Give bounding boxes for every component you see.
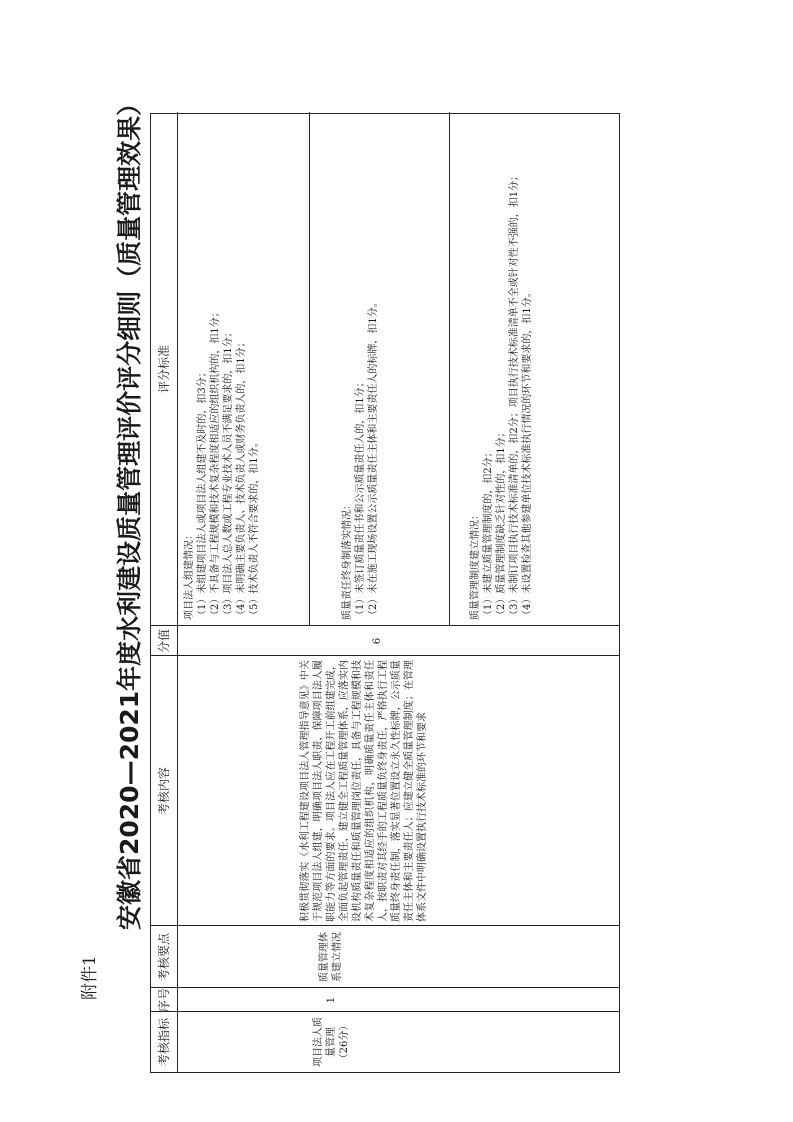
criteria-item: （2）质量管理制度缺乏针对性的，扣1分； <box>496 427 507 620</box>
criteria-item: （2）不具备与工程规模和技术复杂程度相适应的组织机构的，扣1分； <box>210 307 221 620</box>
header-seq: 序号 <box>157 987 171 1012</box>
criteria-group <box>469 116 534 620</box>
score-cell: 6 <box>371 637 383 645</box>
column-divider <box>151 925 619 926</box>
criteria-item: （2）未在施工现场设置公示质量责任主体和主要责任人的标牌，扣1分。 <box>368 297 379 620</box>
attachment-label: 附件1 <box>80 955 100 1000</box>
criteria-group <box>183 116 261 620</box>
header-divider <box>177 112 178 1072</box>
column-divider <box>151 987 619 988</box>
criteria-item: （1）未签订质量责任书和公示质量责任人的，扣1分； <box>355 377 366 620</box>
criteria-group <box>341 116 380 620</box>
criteria-heading: 质量管理制度建立情况： <box>470 510 481 620</box>
header-point: 考核要点 <box>157 933 171 982</box>
header-criteria: 评分标准 <box>157 345 171 394</box>
indicator-cell: 项目法人质量管理（26分） <box>312 1017 350 1067</box>
criteria-item: （4）未设置检查其他参建单位技术标准执行情况的环节和要求的，扣1分。 <box>522 287 533 620</box>
criteria-divider <box>449 112 450 626</box>
criteria-item: （4）未明确主要负责人、技术负责人或财务负责人的，扣1分； <box>236 337 247 620</box>
scoring-table <box>150 113 620 1073</box>
content-cell: 积极贯彻落实《水利工程建设项目法人管理指导意见》中关于规范项目法人组建，明确项目法人职责，保障项目法人履职能力等方面的要求。项目法人应在工程开工前组建完成，全面负起管理责任，建立健全工程质量管理体系，应落实内设机构质量责任和质量管理岗位责任，具备与工程规模和技术复杂程度相适应的组织机构，明确质量责任主体和责任人，按职责对其经手的工程质量负终身责任，严格执行工程质量终身责任制，落实显著位置设立永久性标牌，公示质量责任主体和主要责任人；应建立健全质量管理制度；在管理体系文件中明确设置执行技术标准的环节和要求 <box>300 660 428 922</box>
criteria-item: （3）未制订项目执行技术标准清单的，扣2分；项目执行技术标准清单不全或针对性不强的，扣1分； <box>509 170 520 620</box>
header-indicator: 考核指标 <box>157 1018 171 1067</box>
criteria-heading: 质量责任终身制落实情况： <box>342 500 353 620</box>
seq-cell: 1 <box>325 996 337 1004</box>
criteria-divider <box>309 112 310 626</box>
criteria-item: （5）技术负责人不符合要求的，扣1分。 <box>249 437 260 620</box>
criteria-item: （1）未组建项目法人或项目法人组建不及时的，扣3分； <box>197 367 208 620</box>
table-frame <box>150 113 620 1073</box>
point-cell: 质量管理体系建立情况 <box>319 932 343 982</box>
criteria-heading: 项目法人组建情况： <box>184 530 195 620</box>
column-divider <box>151 1011 619 1012</box>
document-title: 安徽省2020—2021年度水利建设质量管理评价评分细则（质量管理效果） <box>115 90 144 930</box>
header-score: 分值 <box>157 629 171 654</box>
header-content: 考核内容 <box>157 767 171 816</box>
criteria-item: （1）未建立质量管理制度的，扣2分； <box>483 447 494 620</box>
criteria-item: （3）项目法人总人数或工程专业技术人员不满足要求的，扣1分； <box>223 327 234 620</box>
